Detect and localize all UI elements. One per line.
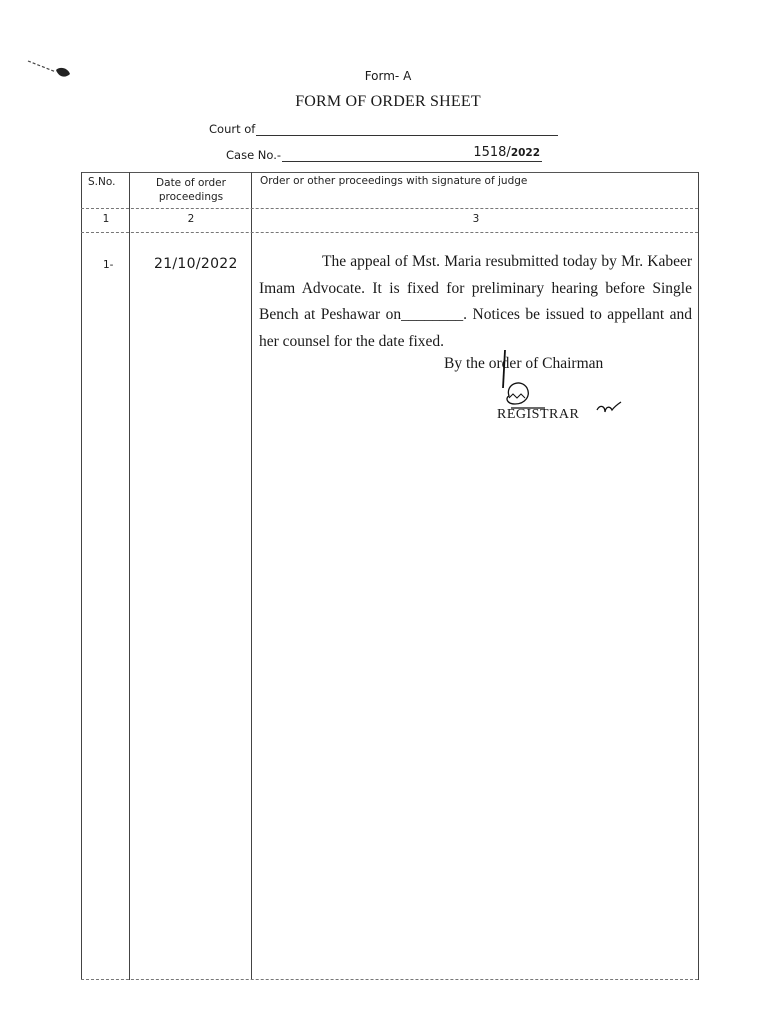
table-top-border — [81, 172, 699, 173]
by-order-of-chairman: By the order of Chairman — [444, 355, 604, 372]
case-number-row — [226, 145, 542, 162]
column-divider-2 — [251, 172, 252, 980]
table-right-border — [698, 172, 699, 980]
header-order: Order or other proceedings with signature of judge — [260, 175, 528, 187]
column-number-2: 2 — [187, 213, 195, 225]
header-date — [133, 176, 249, 204]
case-number-label: Case No.- — [226, 148, 282, 162]
case-number-line — [282, 145, 542, 162]
court-of-blank-line — [256, 123, 558, 136]
table-bottom-border — [81, 979, 698, 980]
case-number-value: 1518/2022 — [473, 145, 541, 160]
header-divider — [81, 208, 698, 209]
form-label: Form- A — [364, 69, 412, 83]
header-sno: S.No. — [88, 176, 116, 188]
entry-date: 21/10/2022 — [154, 256, 238, 272]
form-title: FORM OF ORDER SHEET — [295, 93, 481, 110]
column-number-3: 3 — [472, 213, 480, 225]
entry-sno: 1- — [103, 259, 114, 271]
registrar-signatory: REGISTRAR — [497, 407, 580, 422]
header-date-line2: proceedings — [158, 191, 224, 203]
column-number-1: 1 — [102, 213, 110, 225]
court-of-label: Court of — [209, 122, 256, 136]
column-divider-1 — [129, 172, 130, 980]
order-text: The appeal of Mst. Maria resubmitted today by Mr. Kabeer Imam Advocate. It is fixed for preliminary hearing before Single Bench at Peshawar on________. Notices be issued to appellant and her counsel for the date fixed. — [259, 253, 692, 350]
table-left-border — [81, 172, 82, 980]
court-of-row — [209, 122, 558, 136]
column-number-divider — [81, 232, 698, 233]
case-year-value: 2022 — [510, 147, 541, 159]
header-date-line1: Date of order — [156, 177, 226, 189]
